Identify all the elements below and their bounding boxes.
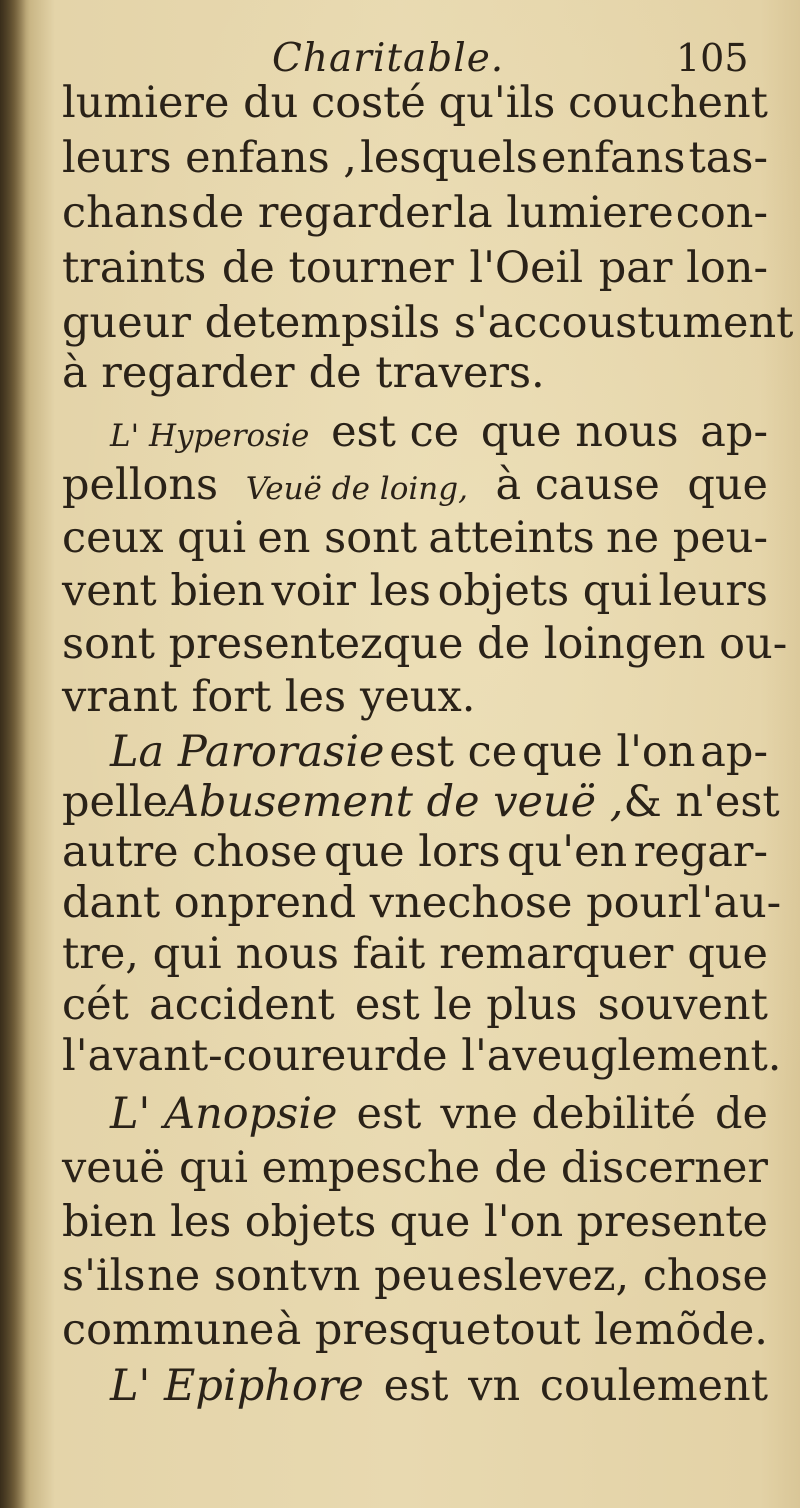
text-line bbox=[110, 1357, 768, 1415]
text-word: de travers. bbox=[308, 348, 545, 398]
text-word: atteints bbox=[428, 513, 595, 563]
text-word: gueur de bbox=[62, 298, 258, 348]
text-word: regar- bbox=[633, 827, 768, 877]
text-word: bien les bbox=[62, 1197, 232, 1247]
text-word: fort les bbox=[191, 672, 347, 722]
text-word: de tourner bbox=[221, 243, 454, 293]
text-word: couchent bbox=[568, 78, 768, 128]
text-word: lumiere du bbox=[62, 78, 299, 128]
text-word: veuë bbox=[62, 1143, 165, 1193]
term-abusement-de-veue: Abusement de veuë , bbox=[167, 777, 624, 827]
text-word: de regarder bbox=[191, 188, 452, 238]
text-word: de discerner bbox=[494, 1143, 768, 1193]
text-line bbox=[62, 562, 768, 620]
text-word: traints bbox=[62, 243, 207, 293]
text-line bbox=[62, 874, 782, 932]
text-word: est bbox=[383, 1361, 449, 1411]
text-word: pellons bbox=[62, 460, 219, 510]
text-line bbox=[62, 668, 768, 726]
text-word: qui empesche bbox=[178, 1143, 481, 1193]
text-line bbox=[62, 823, 768, 881]
text-line bbox=[62, 129, 768, 187]
text-word: eslevez, chose bbox=[456, 1251, 768, 1301]
text-line bbox=[62, 1027, 782, 1085]
text-word: ap- bbox=[700, 727, 768, 777]
term-epiphore: L' Epiphore bbox=[110, 1361, 364, 1411]
text-word: chose pour bbox=[447, 878, 688, 928]
text-word: en sont bbox=[257, 513, 418, 563]
text-word: pelle bbox=[62, 777, 168, 827]
text-line bbox=[62, 184, 768, 242]
text-word: autre chose bbox=[62, 827, 318, 877]
term-anopsie: L' Anopsie bbox=[110, 1089, 338, 1139]
text-line bbox=[110, 403, 768, 461]
text-word: mõde. bbox=[634, 1305, 768, 1355]
text-word: de l'aveuglement. bbox=[394, 1031, 782, 1081]
text-line bbox=[62, 1301, 768, 1359]
text-word: qu'en bbox=[507, 827, 628, 877]
text-word: tas- bbox=[688, 133, 768, 183]
text-word: la lumiere bbox=[453, 188, 674, 238]
text-line bbox=[62, 74, 768, 132]
text-word: qu'ils bbox=[438, 78, 556, 128]
text-line bbox=[62, 615, 788, 673]
text-line bbox=[62, 1139, 768, 1197]
text-word: presente bbox=[576, 1197, 768, 1247]
text-word: tout le bbox=[492, 1305, 634, 1355]
binding-gutter bbox=[0, 0, 26, 1508]
text-word: ceux qui bbox=[62, 513, 247, 563]
text-word: ne peu- bbox=[605, 513, 768, 563]
text-word: con- bbox=[675, 188, 768, 238]
text-word: dant on bbox=[62, 878, 228, 928]
text-word: vent bien bbox=[62, 566, 265, 616]
text-word: chans bbox=[62, 188, 190, 238]
page-number: 105 bbox=[676, 36, 749, 80]
text-word: vn peu bbox=[308, 1251, 455, 1301]
term-parorasie: La Parorasie bbox=[110, 727, 385, 777]
text-line bbox=[62, 976, 768, 1034]
text-word: objets bbox=[244, 1197, 377, 1247]
text-line bbox=[110, 1085, 768, 1143]
text-word: l'avant-coureur bbox=[62, 1031, 395, 1081]
text-word: que lors bbox=[323, 827, 501, 877]
text-word: accident bbox=[149, 980, 335, 1030]
text-word: costé bbox=[311, 78, 426, 128]
text-word: vrant bbox=[62, 672, 178, 722]
text-word: que l'on bbox=[389, 1197, 564, 1247]
text-line bbox=[62, 925, 768, 983]
text-word: ne sont bbox=[147, 1251, 307, 1301]
text-word: prend vne bbox=[227, 878, 448, 928]
text-word: yeux. bbox=[360, 672, 476, 722]
text-word: par lon- bbox=[598, 243, 768, 293]
text-word: est ce bbox=[331, 407, 460, 457]
text-word: en ou- bbox=[652, 619, 788, 669]
text-word: que de loing bbox=[382, 619, 653, 669]
text-word: s'ils bbox=[62, 1251, 146, 1301]
text-word: que nous bbox=[480, 407, 679, 457]
text-word: à presque bbox=[275, 1305, 492, 1355]
text-word: l'au- bbox=[687, 878, 782, 928]
text-line bbox=[62, 1247, 768, 1305]
text-word: cét bbox=[62, 980, 129, 1030]
term-hyperosie: L' Hyperosie bbox=[110, 418, 310, 454]
text-word: de bbox=[715, 1089, 768, 1139]
text-word: ap- bbox=[700, 407, 768, 457]
text-word: lesquels bbox=[360, 133, 538, 183]
text-word: tre, qui bbox=[62, 929, 222, 979]
text-word: remarquer bbox=[439, 929, 674, 979]
text-word: à regarder bbox=[62, 348, 295, 398]
text-line bbox=[62, 239, 768, 297]
text-word: que bbox=[687, 929, 768, 979]
text-word: que bbox=[687, 460, 768, 510]
text-word: est bbox=[356, 1089, 422, 1139]
text-word: à cause bbox=[495, 460, 660, 510]
text-word: nous fait bbox=[235, 929, 426, 979]
text-word: sont presentez bbox=[62, 619, 383, 669]
text-line bbox=[62, 344, 768, 402]
text-word: enfans bbox=[540, 133, 686, 183]
text-word: est ce bbox=[389, 727, 518, 777]
text-word: leurs bbox=[658, 566, 768, 616]
text-word: l'Oeil bbox=[469, 243, 584, 293]
text-word: que l'on bbox=[522, 727, 696, 777]
text-word: leurs enfans , bbox=[62, 133, 357, 183]
text-word: temps bbox=[257, 298, 391, 348]
text-word: voir les bbox=[271, 566, 431, 616]
text-word: coulement bbox=[539, 1361, 768, 1411]
term-veue-de-loing: Veuë de loing, bbox=[245, 471, 468, 507]
text-word: ils s'accoustument bbox=[390, 298, 794, 348]
text-word: vne debilité bbox=[440, 1089, 696, 1139]
text-word: objets qui bbox=[437, 566, 652, 616]
running-title: Charitable. bbox=[272, 36, 505, 81]
text-word: commune bbox=[62, 1305, 275, 1355]
text-word: est le plus bbox=[354, 980, 578, 1030]
text-line bbox=[62, 456, 768, 514]
text-word: souvent bbox=[597, 980, 768, 1030]
text-word: vn bbox=[468, 1361, 521, 1411]
text-line bbox=[62, 1193, 768, 1251]
text-line bbox=[62, 509, 768, 567]
text-word: & n'est bbox=[623, 777, 780, 827]
